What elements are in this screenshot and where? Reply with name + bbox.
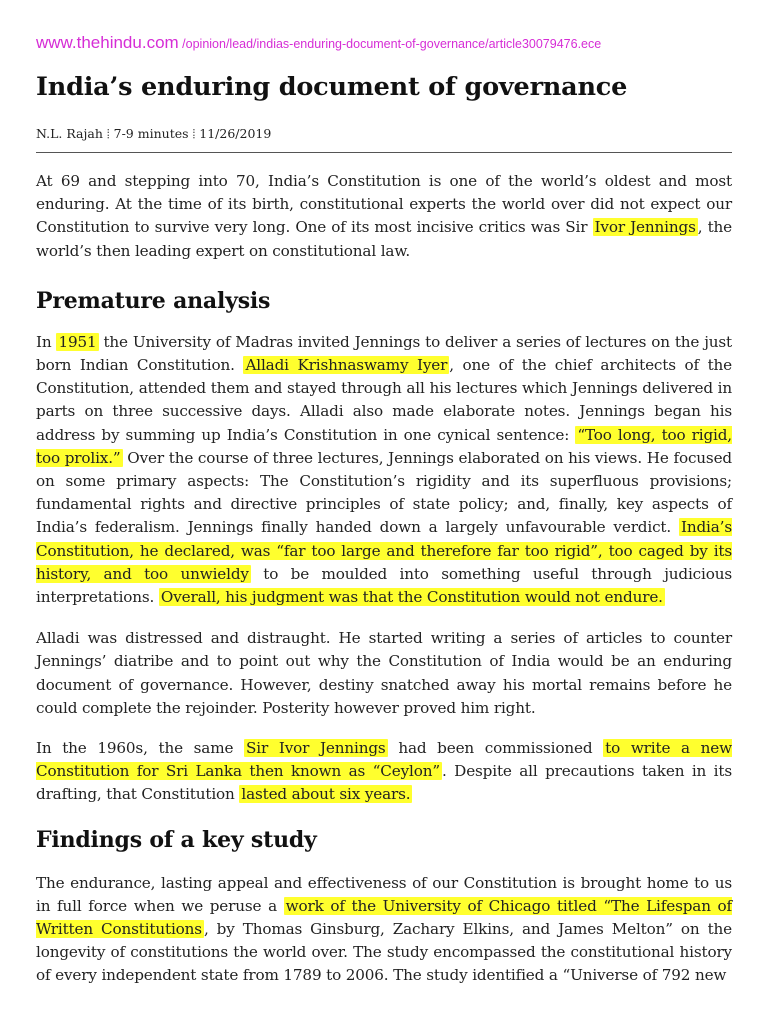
text-run: In the 1960s, the same bbox=[36, 739, 245, 758]
section-heading-findings: Findings of a key study bbox=[36, 826, 317, 853]
highlight: work of the University of Chicago titled “The Lifespan of Written Constitutions bbox=[36, 896, 732, 939]
paragraph-madras-lectures bbox=[36, 331, 732, 609]
intro-paragraph bbox=[36, 170, 732, 263]
highlight: Ivor Jennings bbox=[594, 218, 696, 237]
paragraph-alladi-response: Alladi was distressed and distraught. He started writing a series of articles to counter Jennings’ diatribe and to point out why the Constitution of India would be an enduring document of governance. However, destiny snatched away his mortal remains before he could complete the rejoinder. Posterity however proved him right. bbox=[36, 629, 732, 717]
source-domain[interactable]: www.thehindu.com bbox=[36, 33, 179, 52]
highlight: Alladi Krishnaswamy Iyer bbox=[245, 356, 448, 375]
text-run: the University of Madras invited Jennings to deliver a series of lectures on the just born Indian Constitution. bbox=[36, 332, 732, 375]
paragraph-ceylon bbox=[36, 737, 732, 807]
text-run: The endurance, lasting appeal and effectiveness of our Constitution is brought home to us in full force when we peruse a bbox=[36, 873, 732, 915]
text-run: , the world’s then leading expert on constitutional law. bbox=[36, 218, 733, 260]
source-path[interactable]: /opinion/lead/indias-enduring-document-of-governance/article30079476.ece bbox=[178, 37, 602, 51]
text-run: , one of the chief architects of the Constitution, attended them and stayed through all his lectures which Jennings delivered in parts on three successive days. Alladi also made elaborate notes. Jennings began his address by summing up India’s Constitution in one cynical sentence: bbox=[36, 356, 733, 444]
text-run: had been commissioned bbox=[387, 739, 604, 758]
highlight: Sir Ivor Jennings bbox=[246, 739, 386, 758]
source-url[interactable] bbox=[36, 33, 601, 53]
text-run: Over the course of three lectures, Jennings elaborated on his views. He focused on some primary aspects: The Constitution’s rigidity and its superfluous provisions; fundamental rights and directive principles of state policy; and, finally, key aspects of India’s federalism. Jennings finally handed down a largely unfavourable verdict. bbox=[36, 448, 732, 537]
highlight: to write a new Constitution for Sri Lanka then known as “Ceylon” bbox=[36, 739, 732, 781]
text-run: , by Thomas Ginsburg, Zachary Elkins, and James Melton” on the longevity of constitutions the world over. The study encompassed the constitutional history of every independent state from 1789 to 2006. The study identified a “Universe of 792 new bbox=[36, 920, 733, 985]
article-meta: N.L. Rajah ⦙ 7-9 minutes ⦙ 11/26/2019 bbox=[36, 126, 272, 141]
paragraph-chicago-study bbox=[36, 872, 732, 988]
section-heading-premature-analysis: Premature analysis bbox=[36, 287, 271, 314]
text-run: to be moulded into something useful through judicious interpretations. bbox=[36, 564, 733, 607]
highlight: Overall, his judgment was that the Constitution would not endure. bbox=[160, 588, 663, 607]
text-run: . Despite all precautions taken in its drafting, that Constitution bbox=[36, 762, 732, 804]
text-run: At 69 and stepping into 70, India’s Constitution is one of the world’s oldest and most enduring. At the time of its birth, constitutional experts the world over did not expect our Constitution to survive very long. One of its most incisive critics was Sir bbox=[36, 172, 732, 237]
article-body bbox=[36, 170, 732, 988]
text-run: In bbox=[36, 332, 57, 351]
highlight: lasted about six years. bbox=[241, 785, 411, 804]
highlight: India’s Constitution, he declared, was “far too large and therefore far too rigid”, too caged by its history, and too unwieldy bbox=[36, 518, 732, 583]
article-title: India’s enduring document of governance bbox=[36, 72, 628, 102]
highlight: 1951 bbox=[58, 332, 97, 351]
header-divider bbox=[36, 152, 732, 153]
highlight: “Too long, too rigid, too prolix.” bbox=[36, 425, 732, 467]
